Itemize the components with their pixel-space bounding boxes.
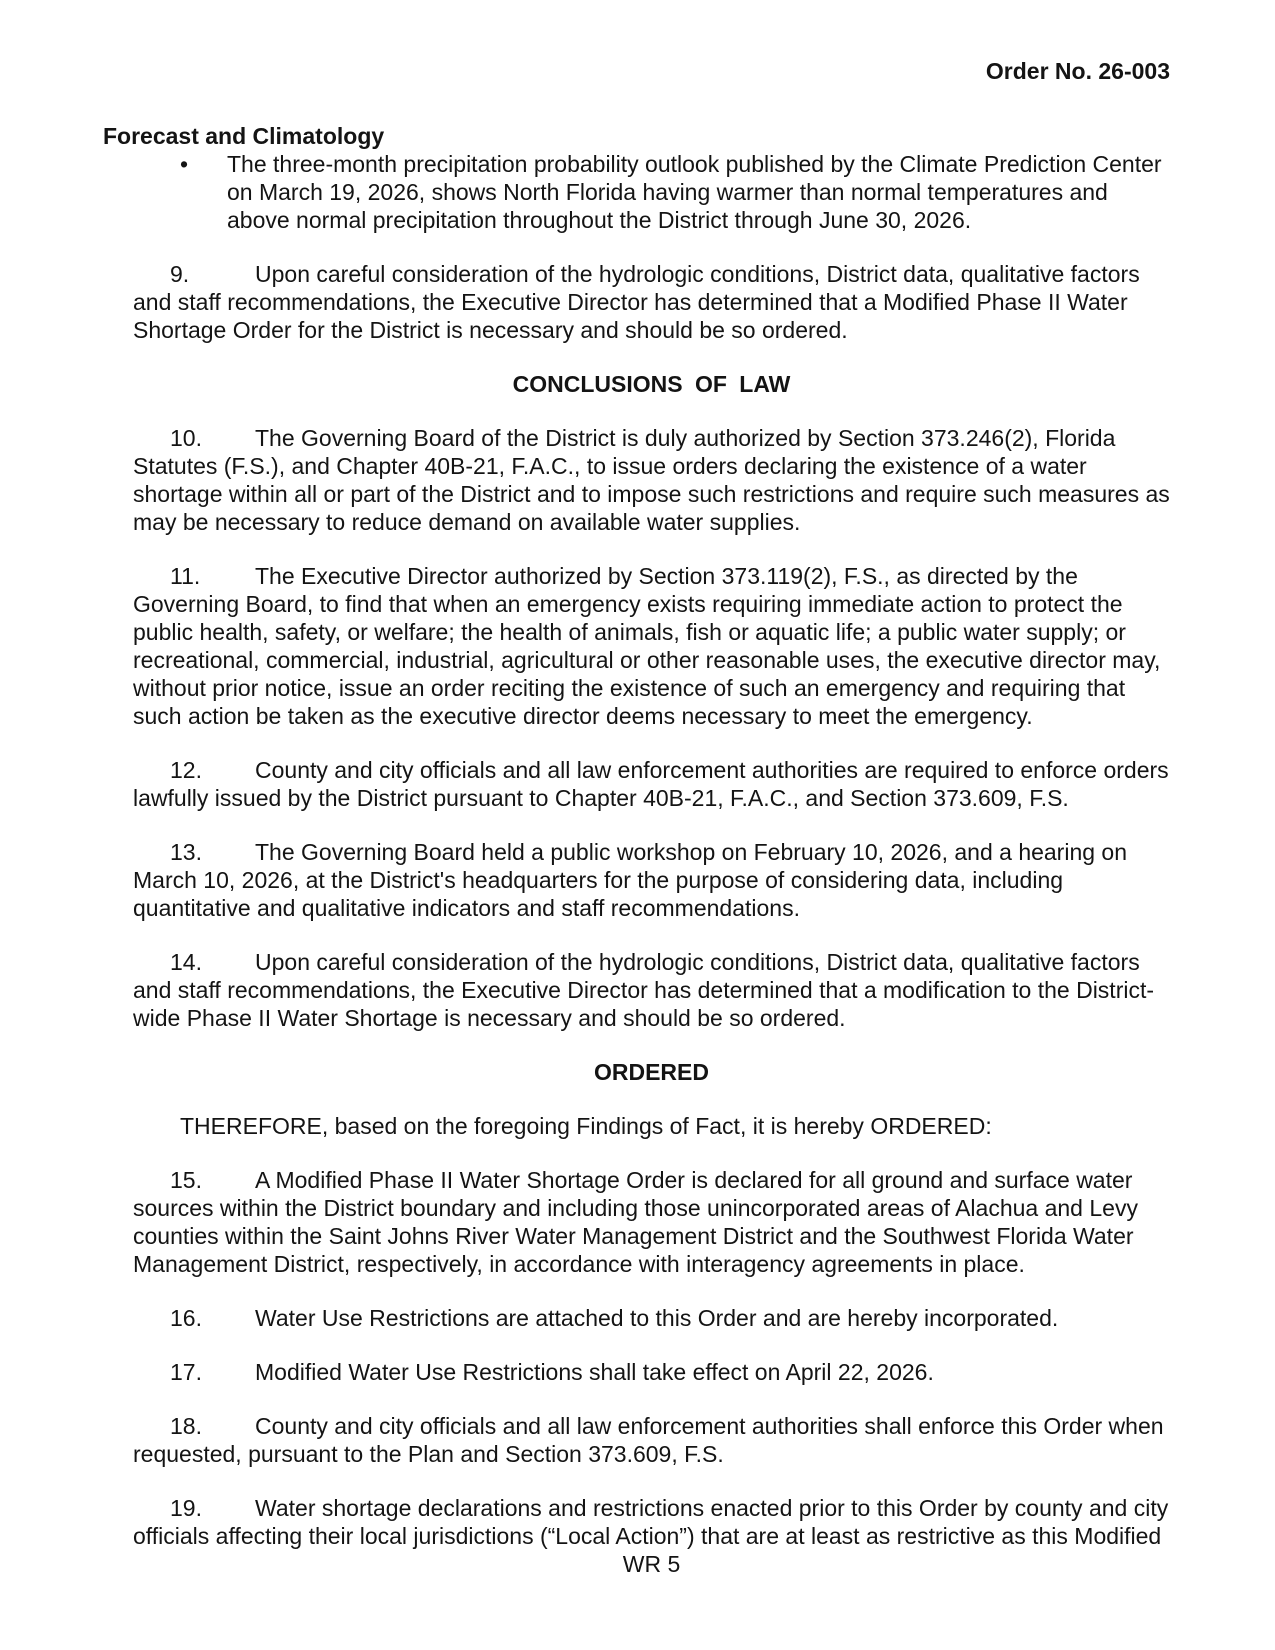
paragraph-text: The Executive Director authorized by Section 373.119(2), F.S., as directed by the Governing Board, to find that when an emergency exists requiring immediate action to protect the public health, safety, or welfare; the health of animals, fish or aquatic life; a public water supply; or recreational, commercial, industrial, agricultural or other reasonable uses, the executive director may, without prior notice, issue an order reciting the existence of such an emergency and requiring that such action be taken as the executive director deems necessary to meet the emergency. <box>133 563 1161 729</box>
order-paragraph-16 <box>133 1304 1170 1332</box>
paragraph-text: Upon careful consideration of the hydrologic conditions, District data, qualitative factors and staff recommendations, the Executive Director has determined that a modification to the District-wide Phase II Water Shortage is necessary and should be so ordered. <box>133 949 1155 1031</box>
paragraph-number: 18. <box>170 1413 202 1439</box>
page-footer-label: WR 5 <box>622 1551 681 1577</box>
paragraph-number: 19. <box>170 1495 202 1521</box>
paragraph-number: 9. <box>170 261 190 287</box>
section-heading-forecast: Forecast and Climatology <box>103 123 385 149</box>
paragraph-number: 16. <box>170 1305 202 1331</box>
ordered-intro: THEREFORE, based on the foregoing Findings of Fact, it is hereby ORDERED: <box>180 1113 992 1139</box>
paragraph-number: 13. <box>170 839 202 865</box>
paragraph-number: 15. <box>170 1167 202 1193</box>
conclusion-paragraph-11 <box>133 562 1170 730</box>
paragraph-text: Modified Water Use Restrictions shall take effect on April 22, 2026. <box>255 1359 934 1385</box>
conclusion-paragraph-13 <box>133 838 1170 922</box>
paragraph-text: A Modified Phase II Water Shortage Order is declared for all ground and surface water sources within the District boundary and including those unincorporated areas of Alachua and Levy counties within the Saint Johns River Water Management District and the Southwest Florida Water Management District, respectively, in accordance with interagency agreements in place. <box>133 1167 1138 1277</box>
paragraph-number: 12. <box>170 757 202 783</box>
paragraph-number: 11. <box>170 563 201 589</box>
paragraph-text: County and city officials and all law enforcement authorities are required to enforce orders lawfully issued by the District pursuant to Chapter 40B-21, F.A.C., and Section 373.609, F.S. <box>133 757 1169 811</box>
paragraph-text: The Governing Board of the District is duly authorized by Section 373.246(2), Florida Statutes (F.S.), and Chapter 40B-21, F.A.C., to issue orders declaring the existence of a water shortage within all or part of the District and to impose such restrictions and require such measures as may be necessary to reduce demand on available water supplies. <box>133 425 1170 535</box>
order-paragraph-19 <box>133 1494 1170 1550</box>
finding-paragraph-9 <box>133 260 1170 344</box>
order-paragraph-18 <box>133 1412 1170 1468</box>
section-heading-ordered: ORDERED <box>593 1059 709 1085</box>
paragraph-text: Water shortage declarations and restrictions enacted prior to this Order by county and city officials affecting their local jurisdictions (“Local Action”) that are at least as restrictive as this Modified <box>133 1495 1169 1549</box>
order-paragraph-17 <box>133 1358 1170 1386</box>
conclusion-paragraph-14 <box>133 948 1170 1032</box>
conclusion-paragraph-12 <box>133 756 1170 812</box>
paragraph-text: The Governing Board held a public workshop on February 10, 2026, and a hearing on March 10, 2026, at the District's headquarters for the purpose of considering data, including quantitative and qualitative indicators and staff recommendations. <box>133 839 1128 921</box>
paragraph-number: 17. <box>170 1359 202 1385</box>
paragraph-number: 14. <box>170 949 202 975</box>
bullet-icon: • <box>180 151 189 177</box>
paragraph-number: 10. <box>170 425 202 451</box>
paragraph-text: Upon careful consideration of the hydrologic conditions, District data, qualitative factors and staff recommendations, the Executive Director has determined that a Modified Phase II Water Shortage Order for the District is necessary and should be so ordered. <box>133 261 1140 343</box>
order-paragraph-15 <box>133 1166 1170 1278</box>
bullet-list <box>133 150 1170 234</box>
section-heading-conclusions: CONCLUSIONS OF LAW <box>512 371 791 397</box>
bullet-text: The three-month precipitation probability outlook published by the Climate Prediction Center on March 19, 2026, shows North Florida having warmer than normal temperatures and above normal precipitation throughout the District through June 30, 2026. <box>227 151 1162 233</box>
order-number: Order No. 26-003 <box>985 58 1170 84</box>
paragraph-text: County and city officials and all law enforcement authorities shall enforce this Order when requested, pursuant to the Plan and Section 373.609, F.S. <box>133 1413 1164 1467</box>
bullet-item <box>133 150 1170 234</box>
paragraph-text: Water Use Restrictions are attached to this Order and are hereby incorporated. <box>255 1305 1059 1331</box>
conclusion-paragraph-10 <box>133 424 1170 536</box>
